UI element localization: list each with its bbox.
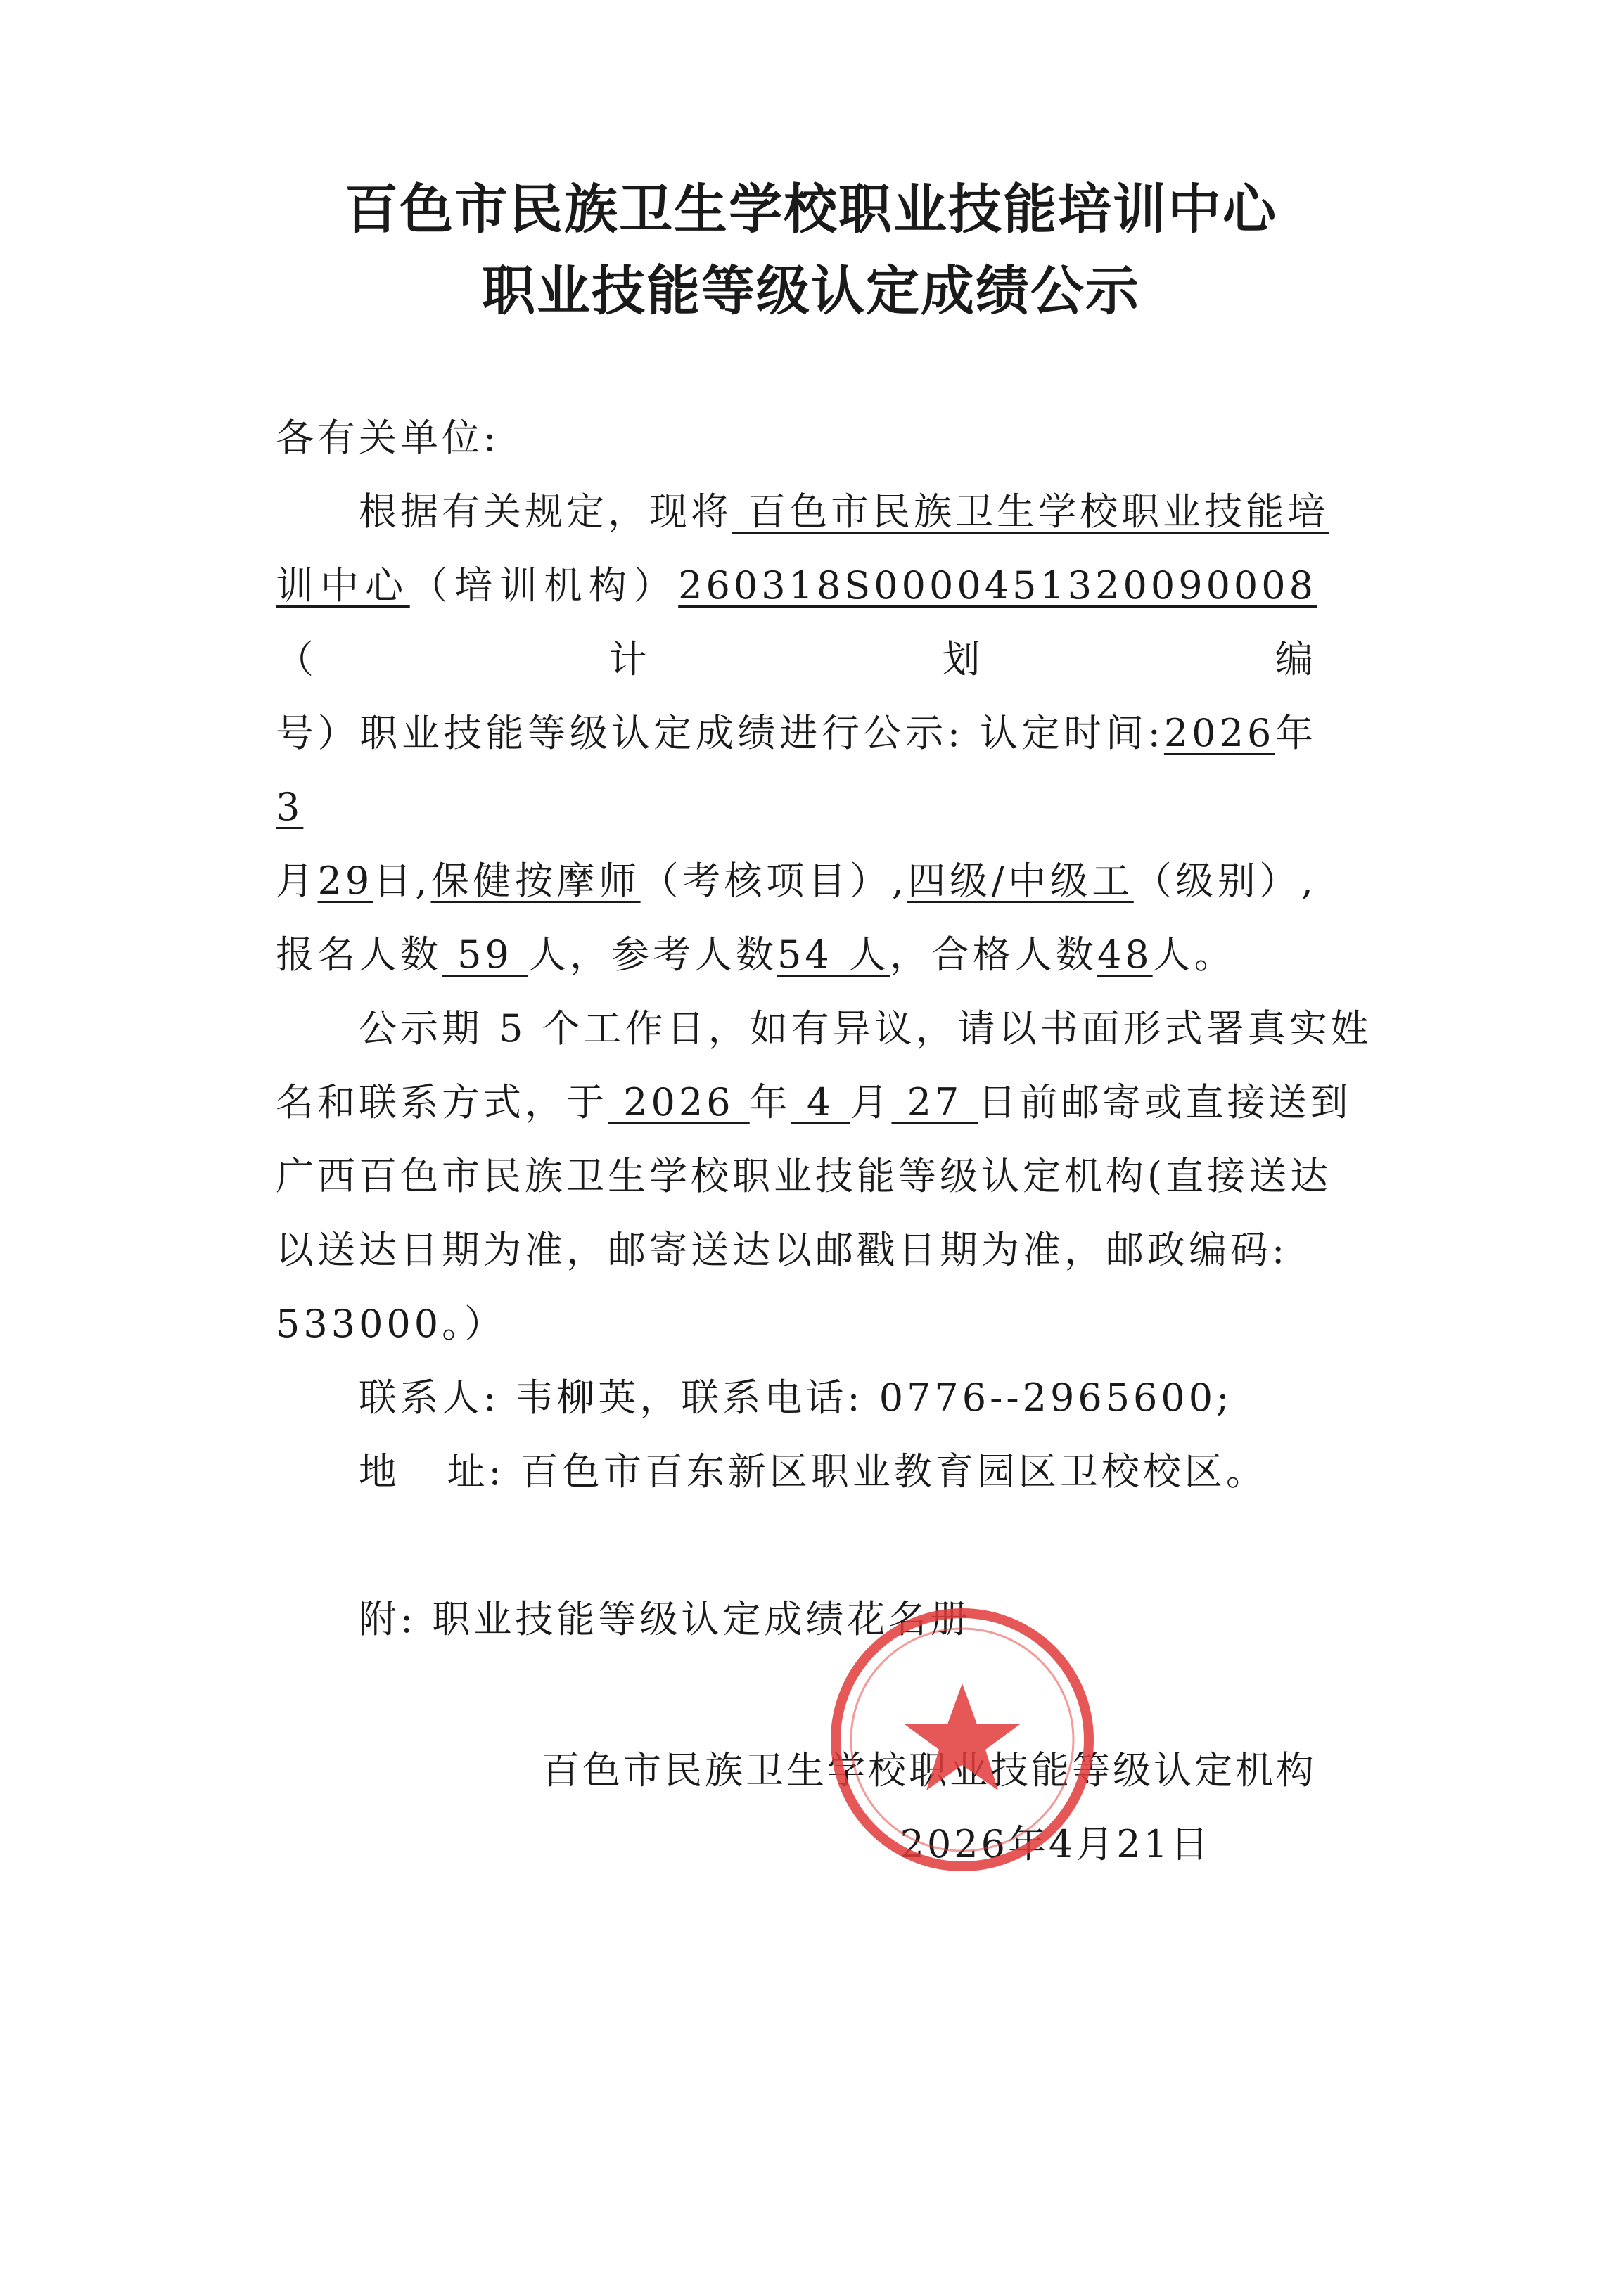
para1-text: （级别）, xyxy=(1133,859,1317,903)
para2-line4: 以送达日期为准，邮寄送达以邮戳日期为准，邮政编码: xyxy=(276,1228,1289,1272)
title-line-2: 职业技能等级认定成绩公示 xyxy=(482,259,1140,322)
attachment-line: 附: 职业技能等级认定成绩花名册 xyxy=(359,1597,972,1641)
exam-day: 29 xyxy=(317,859,373,903)
training-org-name: 百色市民族卫生学校职业技能培 xyxy=(732,489,1329,534)
para2-text: 月 xyxy=(850,1080,892,1124)
deadline-year: 2026 xyxy=(608,1080,750,1124)
para1-text: （考核项目）, xyxy=(640,859,907,903)
para1-line4 xyxy=(276,844,1317,918)
para1-line3 xyxy=(276,696,1317,844)
para1-text: 月 xyxy=(276,859,318,903)
registered-count: 59 xyxy=(442,932,529,977)
deadline-day: 27 xyxy=(891,1080,978,1124)
para2-text: 名和联系方式，于 xyxy=(276,1080,608,1124)
document-body xyxy=(276,401,1372,1656)
exam-year: 2026 xyxy=(1163,711,1275,755)
para2-text: 年 xyxy=(749,1080,791,1124)
para1-line5 xyxy=(276,918,1317,992)
salutation: 各有关单位: xyxy=(276,416,500,460)
para1-text: 人，参考人数 xyxy=(528,932,778,977)
para1-text: 人。 xyxy=(1152,932,1236,977)
exam-project: 保健按摩师 xyxy=(430,859,641,903)
spacer xyxy=(276,1508,1317,1582)
para1-text: 根据有关规定，现将 xyxy=(359,489,732,534)
exam-month: 3 xyxy=(276,785,304,829)
para2-text: 日前邮寄或直接送到 xyxy=(978,1080,1352,1124)
examined-count: 54 人 xyxy=(777,932,890,977)
plan-number: 260318S0000451320090008 xyxy=(678,563,1317,608)
passed-count: 48 xyxy=(1097,932,1153,977)
para1-line1 xyxy=(276,475,1329,549)
document-title xyxy=(0,169,1622,332)
para1-text: 日, xyxy=(373,859,431,903)
training-org-name-cont: 训中心 xyxy=(276,563,410,608)
seal-star-icon xyxy=(905,1683,1020,1790)
para2-line3: 广西百色市民族卫生学校职业技能等级认定机构(直接送达 xyxy=(276,1154,1332,1198)
para1-text: （培训机构） xyxy=(409,563,679,608)
title-line-1: 百色市民族卫生学校职业技能培训中心 xyxy=(345,178,1277,240)
para2-line2 xyxy=(276,1065,1352,1139)
para1-text: 号）职业技能等级认定成绩进行公示: 认定时间: xyxy=(276,711,1164,755)
para1-text: 年 xyxy=(1275,711,1317,755)
para1-text: （计划编 xyxy=(276,637,1317,681)
para2-line1: 公示期 5 个工作日，如有异议，请以书面形式署真实姓 xyxy=(359,1006,1372,1051)
exam-level: 四级/中级工 xyxy=(907,859,1134,903)
official-seal xyxy=(829,1606,1096,1873)
para1-text: ，合格人数 xyxy=(889,932,1097,977)
para2-line5: 533000。） xyxy=(276,1302,506,1346)
signature-date: 2026年4月21日 xyxy=(900,1822,1211,1866)
signature-org: 百色市民族卫生学校职业技能等级认定机构 xyxy=(542,1748,1317,1792)
para1-line2 xyxy=(276,549,1317,696)
deadline-month: 4 xyxy=(791,1080,850,1124)
para1-text: 报名人数 xyxy=(276,932,442,977)
address-line: 地 址: 百色市百东新区职业教育园区卫校校区。 xyxy=(359,1449,1267,1494)
contact-line: 联系人: 韦柳英，联系电话: 0776--2965600; xyxy=(359,1375,1233,1420)
